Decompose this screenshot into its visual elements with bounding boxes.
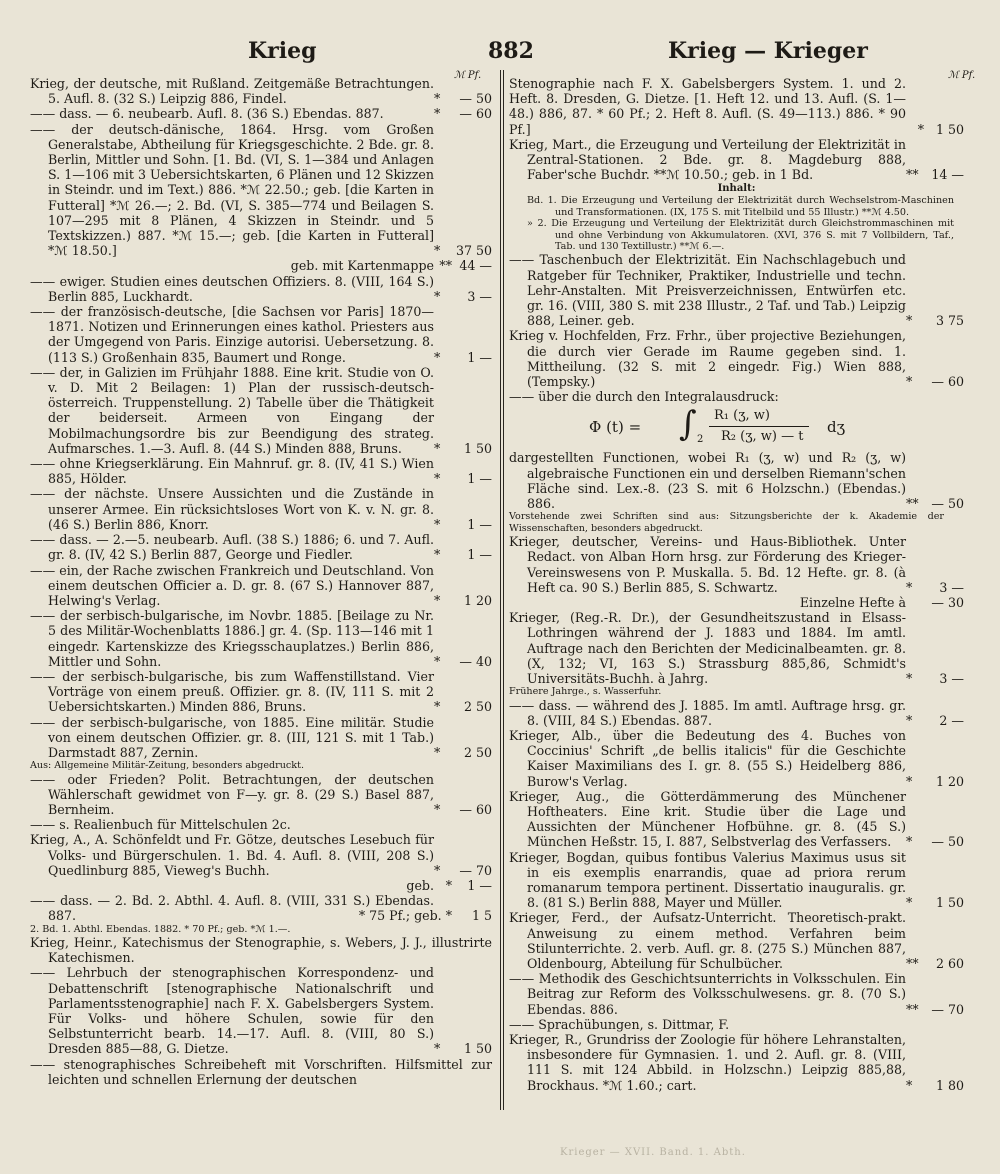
entry-text: Aus: Allgemeine Militär-Zeitung, besonders abgedruckt. xyxy=(30,760,304,772)
entry-text: —— der serbisch-bulgarische, bis zum Waffenstillstand. Vier Vorträge von einem preuß. Offizier. gr. 8. (IV, 111 S. mit 2 Uebersichtskarten.) Minden 886, Bruns. xyxy=(30,668,434,715)
price: 1 — xyxy=(467,547,492,563)
entry-text: Vorstehende zwei Schriften sind aus: Sitzungsberichte der k. Akademie der Wissenschaften, besonders abgedruckt. xyxy=(509,511,944,534)
entry-text: —— der französisch-deutsche, [die Sachsen vor Paris] 1870—1871. Notizen und Erinnerungen eines kathol. Priesters aus der Umgegend von Paris. Einzige autorisi. Uebersetzung. 8. (113 S.) Großenhain 835, Baumert und Ronge. xyxy=(30,304,434,365)
right-column xyxy=(509,76,964,1093)
price: — 50 xyxy=(459,91,492,107)
entry-text: Krieg, Heinr., Katechismus der Stenographie, s. Webers, J. J., illustrirte Katechismen. xyxy=(30,934,492,966)
price: 14 — xyxy=(931,167,964,183)
formula-lower-limit: 2 xyxy=(697,434,704,446)
catalog-entry: Krieger, (Reg.-R. Dr.), der Gesundheitszustand in Elsass-Lothringen während der J. 1883 und 1884. Im amtl. Auftrage nach den Berichten der Medicinalbeamten. gr. 8. (X, 132; VI, 163 S.) Strassburg 885,86, Schmidt's Universitäts-Buchh. à Jahrg. * 3 — xyxy=(509,610,964,686)
entry-text: —— der nächste. Unsere Aussichten und die Zustände in unserer Armee. Ein rücksichtsloses Wort von K. v. N. gr. 8. (46 S.) Berlin 886, Knorr. xyxy=(30,486,434,532)
price: 1 50 xyxy=(463,1041,492,1057)
entry-text: —— s. Realienbuch für Mittelschulen 2c. xyxy=(30,817,291,833)
catalog-entry: —— der nächste. Unsere Aussichten und die Zustände in unserer Armee. Ein rücksichtsloses Wort von K. v. N. gr. 8. (46 S.) Berlin 886, Knorr. * 1 — xyxy=(30,486,492,532)
entry-text: —— der serbisch-bulgarische, von 1885. Eine militär. Studie von einem deutschen Offizier. gr. 8. (III, 121 S. mit 1 Tab.) Darmstadt 887, Zernin. xyxy=(30,714,434,760)
price: 2 60 xyxy=(935,956,964,971)
price: — 70 xyxy=(459,862,492,878)
entry-note xyxy=(30,760,492,771)
entry-text: Krieger, deutscher, Vereins- und Haus-Bibliothek. Unter Redact. von Alban Horn hrsg. zur Förderung des Krieger-Vereinswesens von P. Muskalla. 5. Bd. 12 Hefte. gr. 8. (à Heft ca. 90 S.) Berlin 885, S. Schwartz. xyxy=(509,534,906,595)
catalog-entry xyxy=(30,258,492,273)
formula-differential: dʒ xyxy=(827,418,846,437)
catalog-entry: —— der serbisch-bulgarische, bis zum Waffenstillstand. Vier Vorträge von einem preuß. Offizier. gr. 8. (IV, 111 S. mit 2 Uebersichtskarten.) Minden 886, Bruns. * 2 50 xyxy=(30,668,492,715)
column-divider-inner xyxy=(503,70,504,1110)
price: 1 50 xyxy=(935,895,964,911)
page-number: 882 xyxy=(488,38,534,64)
entry-text: —— stenographisches Schreibeheft mit Vorschriften. Hilfsmittel zur leichten und schnellen Erlernung der deutschen xyxy=(30,1056,492,1087)
price: 1 20 xyxy=(463,592,492,608)
price: 1 80 xyxy=(935,1077,964,1093)
entry-text: —— Lehrbuch der stenographischen Korrespondenz- und Debattenschrift [stenographische Nationalschrift und Parlamentsstenographie] nach F. X. Gabelsbergers System. Für Volks- und höhere Schulen, sowie für den Selbstunterricht bearb. 14.—17. Aufl. 8. (VIII, 80 S.) Dresden 885—88, G. Dietze. xyxy=(30,965,434,1057)
column-divider xyxy=(500,70,501,1110)
catalog-entry: dargestellten Functionen, wobei R₁ (ʒ, w) und R₂ (ʒ, w) algebraische Functionen ein und derselben Riemann'schen Fläche sind. Lex.-8. (23 S. mit 6 Holzschn.) (Ebendas.) 886. ** — 50 xyxy=(509,450,964,512)
price: — 50 xyxy=(931,834,964,850)
catalog-entry: Krieg, Mart., die Erzeugung und Verteilung der Elektrizität in Zentral-Stationen. 2 Bde. gr. 8. Magdeburg 888, Faber'sche Buchdr. **ℳ 10.50.; geb. in 1 Bd. ** 14 — xyxy=(509,136,964,183)
contents-item xyxy=(509,218,964,252)
price: 3 — xyxy=(939,670,964,686)
contents-heading: Inhalt: xyxy=(717,183,756,195)
entry-text: —— Methodik des Geschichtsunterrichts in Volksschulen. Ein Beitrag zur Reform des Volksschulwesens. gr. 8. (70 S.) Ebendas. 886. xyxy=(509,971,906,1017)
fraction-bar xyxy=(709,426,809,427)
catalog-entry: Krieger, Bogdan, quibus fontibus Valerius Maximus usus sit in eis exemplis enarrandis, quae ad priora rerum romanarum tempora pertinent. Dissertatio inauguralis. gr. 8. (81 S.) Berlin 888, Mayer und Müller. * 1 50 xyxy=(509,849,964,911)
entry-text: Krieg, der deutsche, mit Rußland. Zeitgemäße Betrachtungen. 5. Aufl. 8. (32 S.) Leipzig 886, Findel. xyxy=(30,76,434,107)
left-column xyxy=(30,76,492,1087)
entry-text: —— dass. — 2.—5. neubearb. Aufl. (38 S.) 1886; 6. und 7. Aufl. gr. 8. (IV, 42 S.) Berlin 887, George und Fiedler. xyxy=(30,532,434,563)
catalog-entry: Krieg, der deutsche, mit Rußland. Zeitgemäße Betrachtungen. 5. Aufl. 8. (32 S.) Leipzig 886, Findel. * — 50 xyxy=(30,76,492,107)
entry-text: Krieg, Mart., die Erzeugung und Verteilung der Elektrizität in Zentral-Stationen. 2 Bde. gr. 8. Magdeburg 888, Faber'sche Buchdr. **ℳ 10.50.; geb. in 1 Bd. xyxy=(509,136,906,183)
price: — 60 xyxy=(459,106,492,122)
catalog-entry xyxy=(30,817,492,832)
currency-label-left: ℳ Pf. xyxy=(454,70,482,81)
faint-footer: Krieger — XVII. Band. 1. Abth. xyxy=(560,1147,746,1158)
entry-text: —— der, in Galizien im Frühjahr 1888. Eine krit. Studie von O. v. D. Mit 2 Beilagen: 1) Plan der russisch-deutsch-österreich. Truppenstellung. 2) Tabelle über die Thätigkeit der beiderseit. Armeen von Eingang der Mobilmachungsordre bis zur Beendigung des strateg. Aufmarsches. 1.—3. Aufl. 8. (44 S.) Minden 888, Bruns. xyxy=(30,364,434,456)
catalog-entry xyxy=(509,1017,964,1032)
price: 1 50 xyxy=(463,440,492,456)
entry-text: Frühere Jahrge., s. Wasserfuhr. xyxy=(509,686,662,698)
formula-denominator: R₂ (ʒ, w) — t xyxy=(721,429,804,445)
entry-text: » 2. Die Erzeugung und Verteilung der Elektrizität durch Gleichstrommaschinen mit und ohne Verbindung von Akkumulatoren. (XVI, 376 S. mit 7 Vollbildern, Taf., Tab. und 130 Textillustr.) **ℳ 6.—. xyxy=(527,218,954,253)
catalog-entry xyxy=(509,389,964,404)
catalog-entry: —— der serbisch-bulgarische, im Novbr. 1885. [Beilage zu Nr. 5 des Militär-Wochenblatts 1886.] gr. 4. (Sp. 113—146 mit 1 eingedr. Kartenskizze des Kriegsschauplatzes.) Berlin 886, Mittler und Sohn. * — 40 xyxy=(30,608,492,669)
price: 3 — xyxy=(467,288,492,304)
entry-text: —— oder Frieden? Polit. Betrachtungen, der deutschen Wählerschaft gewidmet von F—y. gr. 8. (29 S.) Basel 887, Bernheim. xyxy=(30,771,434,817)
entry-text: —— ohne Kriegserklärung. Ein Mahnruf. gr. 8. (IV, 41 S.) Wien 885, Hölder. xyxy=(30,456,434,487)
running-head-left: Krieg xyxy=(248,38,317,64)
entry-text: Krieger, Bogdan, quibus fontibus Valerius Maximus usus sit in eis exemplis enarrandis, quae ad priora rerum romanarum tempora pertinent. Dissertatio inauguralis. gr. 8. (81 S.) Berlin 888, Mayer und Müller. xyxy=(509,849,906,911)
price: — 60 xyxy=(931,374,964,390)
catalog-entry: —— dass. — 6. neubearb. Aufl. 8. (36 S.) Ebendas. 887. * — 60 xyxy=(30,106,492,122)
entry-text: geb. xyxy=(406,877,434,893)
price-marker: * xyxy=(445,877,452,893)
price: — 40 xyxy=(459,653,492,669)
entry-text: —— über die durch den Integralausdruck: xyxy=(509,389,779,405)
catalog-entry: —— der französisch-deutsche, [die Sachsen vor Paris] 1870—1871. Notizen und Erinnerungen eines kathol. Priesters aus der Umgegend von Paris. Einzige autorisi. Uebersetzung. 8. (113 S.) Großenhain 835, Baumert und Ronge. * 1 — xyxy=(30,304,492,365)
entry-text: Einzelne Hefte à xyxy=(799,594,906,610)
contents-item xyxy=(509,195,964,218)
entry-text: Krieger, (Reg.-R. Dr.), der Gesundheitszustand in Elsass-Lothringen während der J. 1883 und 1884. Im amtl. Auftrage nach den Berichten der Medicinalbeamten. gr. 8. (X, 132; VI, 163 S.) Strassburg 885,86, Schmidt's Universitäts-Buchh. à Jahrg. xyxy=(509,610,906,686)
catalog-entry: —— der, in Galizien im Frühjahr 1888. Eine krit. Studie von O. v. D. Mit 2 Beilagen: 1) Plan der russisch-deutsch-österreich. Truppenstellung. 2) Tabelle über die Thätigkeit der beiderseit. Armeen von Eingang der Mobilmachungsordre bis zur Beendigung des strateg. Aufmarsches. 1.—3. Aufl. 8. (44 S.) Minden 888, Bruns. * 1 50 xyxy=(30,364,492,456)
catalog-entry xyxy=(30,935,492,965)
formula-numerator: R₁ (ʒ, w) xyxy=(714,408,771,424)
integral-formula xyxy=(509,404,964,450)
catalog-entry: Krieg, A., A. Schönfeldt und Fr. Götze, deutsches Lesebuch für Volks- und Bürgerschulen. 1. Bd. 4. Aufl. 8. (VIII, 208 S.) Quedlinburg 885, Vieweg's Buchh. * — 70 xyxy=(30,832,492,878)
entry-text: Krieger, Alb., über die Bedeutung des 4. Buches von Coccinius' Schrift „de bellis italicis" für die Geschichte Kaiser Maximilians des I. gr. 8. (55 S.) Heidelberg 886, Burow's Verlag. xyxy=(509,727,906,789)
price: 1 — xyxy=(467,877,492,893)
price: 44 — xyxy=(459,258,492,274)
price: 2 50 xyxy=(463,744,492,760)
entry-note xyxy=(509,511,964,534)
entry-text: Krieg v. Hochfelden, Frz. Frhr., über projective Beziehungen, die durch vier Gerade im Raume gegeben sind. 1. Mittheilung. (32 S. mit 2 eingedr. Fig.) Wien 888, (Tempsky.) xyxy=(509,328,906,390)
catalog-entry: —— ein, der Rache zwischen Frankreich und Deutschland. Von einem deutschen Officier a. D. gr. 8. (67 S.) Hannover 887, Helwing's Verlag. * 1 20 xyxy=(30,562,492,608)
price: 1 5 xyxy=(471,908,492,924)
price-marker: ** xyxy=(439,258,452,274)
catalog-entry: Krieger, Alb., über die Bedeutung des 4. Buches von Coccinius' Schrift „de bellis italicis" für die Geschichte Kaiser Maximilians des I. gr. 8. (55 S.) Heidelberg 886, Burow's Verlag. * 1 20 xyxy=(509,727,964,789)
formula-lhs: Φ (t) = xyxy=(589,418,642,437)
price: 2 50 xyxy=(463,699,492,715)
entry-text: —— dass. — 6. neubearb. Aufl. 8. (36 S.) Ebendas. 887. xyxy=(30,106,384,122)
entry-text: geb. mit Kartenmappe xyxy=(290,258,434,274)
catalog-entry xyxy=(509,76,964,137)
entry-text: Krieger, Aug., die Götterdämmerung des Münchener Hoftheaters. Eine krit. Studie über die Lage und Aussichten der Münchener Hofbühne. gr. 8. (45 S.) München Heßstr. 15, I. 887, Selbstverlag des Verfassers. xyxy=(509,788,906,850)
catalog-entry: —— Lehrbuch der stenographischen Korrespondenz- und Debattenschrift [stenographische Nationalschrift und Parlamentsstenographie] nach F. X. Gabelsbergers System. Für Volks- und höhere Schulen, sowie für den Selbstunterricht bearb. 14.—17. Aufl. 8. (VIII, 80 S.) Dresden 885—88, G. Dietze. * 1 50 xyxy=(30,965,492,1057)
entry-text: Krieger, Ferd., der Aufsatz-Unterricht. Theoretisch-prakt. Anweisung zu einem method. Verfahren beim Stilunterrichte. 2. verb. Aufl. gr. 8. (275 S.) München 887, Oldenbourg, Abteilung für Schulbücher. xyxy=(509,910,906,971)
price: 1 50 xyxy=(935,121,964,137)
entry-text: —— dass. — während des J. 1885. Im amtl. Auftrage hrsg. gr. 8. (VIII, 84 S.) Ebendas. 887. xyxy=(509,697,906,728)
entry-text: —— der serbisch-bulgarische, im Novbr. 1885. [Beilage zu Nr. 5 des Militär-Wochenblatts 1886.] gr. 4. (Sp. 113—146 mit 1 eingedr. Kartenskizze des Kriegsschauplatzes.) Berlin 886, Mittler und Sohn. xyxy=(30,608,434,669)
catalog-entry: —— dass. — 2.—5. neubearb. Aufl. (38 S.) 1886; 6. und 7. Aufl. gr. 8. (IV, 42 S.) Berlin 887, George und Fiedler. * 1 — xyxy=(30,532,492,563)
catalog-entry xyxy=(30,893,492,923)
catalog-entry: —— oder Frieden? Polit. Betrachtungen, der deutschen Wählerschaft gewidmet von F—y. gr. 8. (29 S.) Basel 887, Bernheim. * — 60 xyxy=(30,771,492,817)
entry-text: Krieger, R., Grundriss der Zoologie für höhere Lehranstalten, insbesondere für Gymnasien. 1. und 2. Aufl. gr. 8. (VIII, 111 S. mit 124 Abbild. in Holzschn.) Leipzig 885,88, Brockhaus. *ℳ 1.60.; cart. xyxy=(509,1032,906,1093)
catalog-entry xyxy=(30,1057,492,1087)
price: 3 75 xyxy=(935,313,964,329)
entry-text: 2. Bd. 1. Abthl. Ebendas. 1882. * 70 Pf.; geb. *ℳ 1.—. xyxy=(30,923,291,935)
running-head-right: Krieg — Krieger xyxy=(668,38,868,64)
entry-note xyxy=(30,924,492,935)
price: 3 — xyxy=(939,579,964,595)
catalog-entry: —— ohne Kriegserklärung. Ein Mahnruf. gr. 8. (IV, 41 S.) Wien 885, Hölder. * 1 — xyxy=(30,456,492,487)
catalog-entry: —— dass. — während des J. 1885. Im amtl. Auftrage hrsg. gr. 8. (VIII, 84 S.) Ebendas. 887. * 2 — xyxy=(509,697,964,728)
catalog-entry: Krieg v. Hochfelden, Frz. Frhr., über projective Beziehungen, die durch vier Gerade im Raume gegeben sind. 1. Mittheilung. (32 S. mit 2 eingedr. Fig.) Wien 888, (Tempsky.) * — 60 xyxy=(509,328,964,390)
entry-text: —— Taschenbuch der Elektrizität. Ein Nachschlagebuch und Ratgeber für Techniker, Praktiker, Industrielle und techn. Lehr-Anstalten. Mit Preisverzeichnissen, Entwürfen etc. gr. 16. (VIII, 380 S. mit 238 Illustr., 2 Taf. und Tab.) Leipzig 888, Leiner. geb. xyxy=(509,252,906,329)
catalog-entry: Krieger, deutscher, Vereins- und Haus-Bibliothek. Unter Redact. von Alban Horn hrsg. zur Förderung des Krieger-Vereinswesens von P. Muskalla. 5. Bd. 12 Hefte. gr. 8. (à Heft ca. 90 S.) Berlin 885, S. Schwartz. * 3 — xyxy=(509,534,964,595)
formula-integral: ∫ xyxy=(679,404,697,445)
price: 1 — xyxy=(467,349,492,365)
entry-text: —— der deutsch-dänische, 1864. Hrsg. vom Großen Generalstabe, Abtheilung für Kriegsgeschichte. 2 Bde. gr. 8. Berlin, Mittler und Sohn. [1. Bd. (VI, S. 1—384 und Anlagen S. 1—106 mit 3 Uebersichtskarten, 6 Plänen und 12 Skizzen in Steindr. und im Text.) 886. *ℳ 22.50.; geb. [die Karten in Futteral] *ℳ 26.—; 2. Bd. (VI, S. 385—774 und Beilagen S. 107—295 mit 8 Plänen, 4 Skizzen in Steindr. und 5 Textskizzen.) 887. *ℳ 15.—; geb. [die Karten in Futteral] *ℳ 18.50.] xyxy=(30,121,434,259)
entry-text: —— Sprachübungen, s. Dittmar, F. xyxy=(509,1016,730,1032)
price: 37 50 xyxy=(455,243,492,259)
catalog-entry xyxy=(509,595,964,610)
catalog-entry: —— ewiger. Studien eines deutschen Offiziers. 8. (VIII, 164 S.) Berlin 885, Luckhardt. * 3 — xyxy=(30,273,492,304)
entry-text: Bd. 1. Die Erzeugung und Verteilung der Elektrizität durch Wechselstrom-Maschinen und Transformationen. (IX, 175 S. mit Titelbild und 55 Illustr.) **ℳ 4.50. xyxy=(527,195,954,218)
catalog-entry: —— Taschenbuch der Elektrizität. Ein Nachschlagebuch und Ratgeber für Techniker, Praktiker, Industrielle und techn. Lehr-Anstalten. Mit Preisverzeichnissen, Entwürfen etc. gr. 16. (VIII, 380 S. mit 238 Illustr., 2 Taf. und Tab.) Leipzig 888, Leiner. geb. * 3 75 xyxy=(509,252,964,329)
price: — 50 xyxy=(931,496,964,512)
catalog-entry xyxy=(30,878,492,893)
price: 1 20 xyxy=(935,773,964,789)
price-marker: * 75 Pf.; geb. * xyxy=(358,908,452,924)
entry-note xyxy=(509,686,964,697)
price: — 60 xyxy=(459,801,492,817)
price: — 30 xyxy=(931,594,964,610)
price-marker: * xyxy=(917,121,924,137)
catalog-entry: —— Methodik des Geschichtsunterrichts in Volksschulen. Ein Beitrag zur Reform des Volksschulwesens. gr. 8. (70 S.) Ebendas. 886. ** — 70 xyxy=(509,971,964,1017)
catalog-entry: Krieger, R., Grundriss der Zoologie für höhere Lehranstalten, insbesondere für Gymnasien. 1. und 2. Aufl. gr. 8. (VIII, 111 S. mit 124 Abbild. in Holzschn.) Leipzig 885,88, Brockhaus. *ℳ 1.60.; cart. * 1 80 xyxy=(509,1032,964,1093)
catalog-entry: Krieger, Aug., die Götterdämmerung des Münchener Hoftheaters. Eine krit. Studie über die Lage und Aussichten der Münchener Hofbühne. gr. 8. (45 S.) München Heßstr. 15, I. 887, Selbstverlag des Verfassers. * — 50 xyxy=(509,788,964,850)
price: 1 — xyxy=(467,471,492,487)
catalog-entry: Krieger, Ferd., der Aufsatz-Unterricht. Theoretisch-prakt. Anweisung zu einem method. Verfahren beim Stilunterrichte. 2. verb. Aufl. gr. 8. (275 S.) München 887, Oldenbourg, Abteilung für Schulbücher. ** 2 60 xyxy=(509,910,964,971)
entry-text: Krieg, A., A. Schönfeldt und Fr. Götze, deutsches Lesebuch für Volks- und Bürgerschulen. 1. Bd. 4. Aufl. 8. (VIII, 208 S.) Quedlinburg 885, Vieweg's Buchh. xyxy=(30,832,434,878)
price: — 70 xyxy=(931,1001,964,1017)
entry-text: Stenographie nach F. X. Gabelsbergers System. 1. und 2. Heft. 8. Dresden, G. Dietze. [1. Heft 12. und 13. Aufl. (S. 1—48.) 886, 87. * 60 Pf.; 2. Heft 8. Aufl. (S. 49—113.) 886. * 90 Pf.] xyxy=(509,76,906,137)
price: 1 — xyxy=(467,516,492,532)
catalog-entry: —— der serbisch-bulgarische, von 1885. Eine militär. Studie von einem deutschen Offizier. gr. 8. (III, 121 S. mit 1 Tab.) Darmstadt 887, Zernin. * 2 50 xyxy=(30,714,492,760)
currency-label-right: ℳ Pf. xyxy=(948,70,976,81)
entry-text: —— dass. — 2. Bd. 2. Abthl. 4. Aufl. 8. (VIII, 331 S.) Ebendas. 887. xyxy=(30,893,434,924)
entry-text: —— ewiger. Studien eines deutschen Offiziers. 8. (VIII, 164 S.) Berlin 885, Luckhardt. xyxy=(30,273,434,304)
entry-text: —— ein, der Rache zwischen Frankreich und Deutschland. Von einem deutschen Officier a. D. gr. 8. (67 S.) Hannover 887, Helwing's Verlag. xyxy=(30,562,434,608)
catalog-entry: —— der deutsch-dänische, 1864. Hrsg. vom Großen Generalstabe, Abtheilung für Kriegsgeschichte. 2 Bde. gr. 8. Berlin, Mittler und Sohn. [1. Bd. (VI, S. 1—384 und Anlagen S. 1—106 mit 3 Uebersichtskarten, 6 Plänen und 12 Skizzen in Steindr. und im Text.) 886. *ℳ 22.50.; geb. [die Karten in Futteral] *ℳ 26.—; 2. Bd. (VI, S. 385—774 und Beilagen S. 107—295 mit 8 Plänen, 4 Skizzen in Steindr. und 5 Textskizzen.) 887. *ℳ 15.—; geb. [die Karten in Futteral] *ℳ 18.50.] * 37 50 xyxy=(30,121,492,259)
price: 2 — xyxy=(939,712,964,728)
entry-text: dargestellten Functionen, wobei R₁ (ʒ, w) und R₂ (ʒ, w) algebraische Functionen ein und derselben Riemann'schen Fläche sind. Lex.-8. (23 S. mit 6 Holzschn.) (Ebendas.) 886. xyxy=(509,450,906,512)
